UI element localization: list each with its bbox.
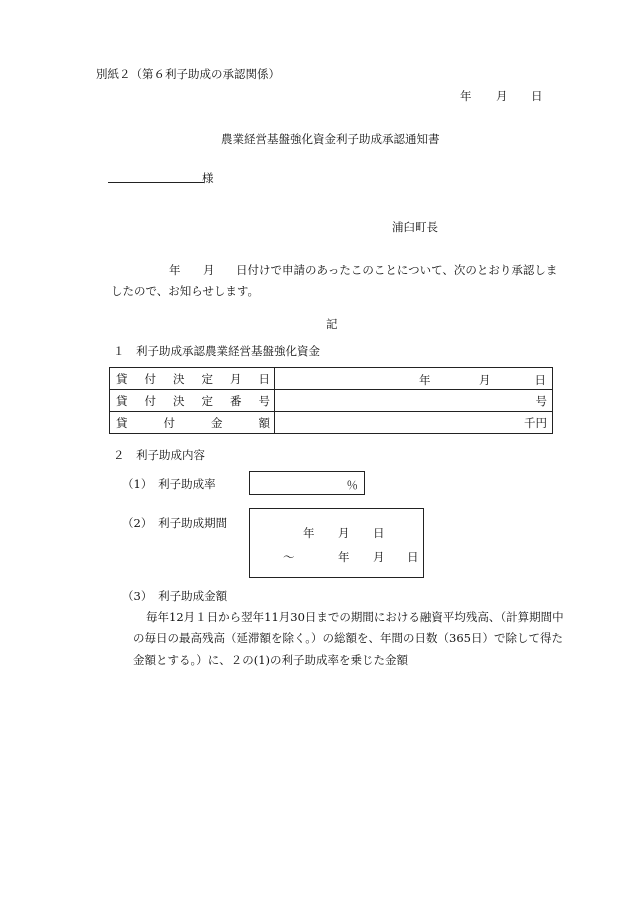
rate-label: （1） 利子助成率 — [122, 477, 216, 491]
row-label-decision-date: 貸 付 決 定 月 日 — [110, 368, 275, 390]
period-to-year: 年 — [338, 550, 350, 564]
section1-heading: １ 利子助成承認農業経営基盤強化資金 — [113, 344, 320, 358]
amount-line-3: 金額とする。）に、２の(1)の利子助成率を乗じた金額 — [133, 653, 409, 667]
amount-label: （3） 利子助成金額 — [122, 589, 228, 603]
sender-name: 浦臼町長 — [392, 220, 438, 234]
body-line-1: 日付けで申請のあったこのことについて、次のとおり承認しま — [236, 263, 558, 277]
rate-unit: ％ — [346, 478, 358, 492]
row-value-decision-date: 年 月 日 — [275, 368, 553, 390]
period-box — [249, 508, 424, 578]
ki-marker: 記 — [326, 317, 338, 331]
header-date-year: 年 — [460, 89, 472, 103]
annex-label: 別紙２（第６利子助成の承認関係） — [96, 67, 280, 81]
row-value-decision-number: 号 — [275, 390, 553, 412]
document-title: 農業経営基盤強化資金利子助成承認通知書 — [221, 132, 440, 146]
period-tilde: ～ — [283, 550, 295, 564]
period-to-month: 月 — [373, 550, 385, 564]
row-label-loan-amount: 貸 付 金 額 — [110, 412, 275, 434]
body-line-2: したので、お知らせします。 — [111, 284, 260, 298]
period-from-year: 年 — [303, 526, 315, 540]
amount-line-2: の毎日の最高残高（延滞額を除く。）の総額を、年間の日数（365日）で除して得た — [133, 631, 563, 645]
row-value-loan-amount: 千円 — [275, 412, 553, 434]
table-row — [110, 390, 553, 412]
addressee-suffix: 様 — [202, 171, 214, 185]
amount-line-1: 毎年12月１日から翌年11月30日までの期間における融資平均残高、（計算期間中 — [146, 610, 564, 624]
table-row — [110, 368, 553, 390]
rate-box — [249, 471, 365, 495]
period-label: （2） 利子助成期間 — [122, 516, 228, 530]
row-label-decision-number: 貸 付 決 定 番 号 — [110, 390, 275, 412]
header-date-day: 日 — [531, 89, 543, 103]
addressee-underline — [108, 182, 204, 183]
period-to-day: 日 — [407, 550, 419, 564]
table-row — [110, 412, 553, 434]
period-from-month: 月 — [338, 526, 350, 540]
period-from-day: 日 — [373, 526, 385, 540]
body-month: 月 — [203, 263, 215, 277]
header-date-month: 月 — [496, 89, 508, 103]
loan-table — [109, 367, 553, 434]
section2-heading: ２ 利子助成内容 — [113, 448, 205, 462]
body-year: 年 — [169, 263, 181, 277]
